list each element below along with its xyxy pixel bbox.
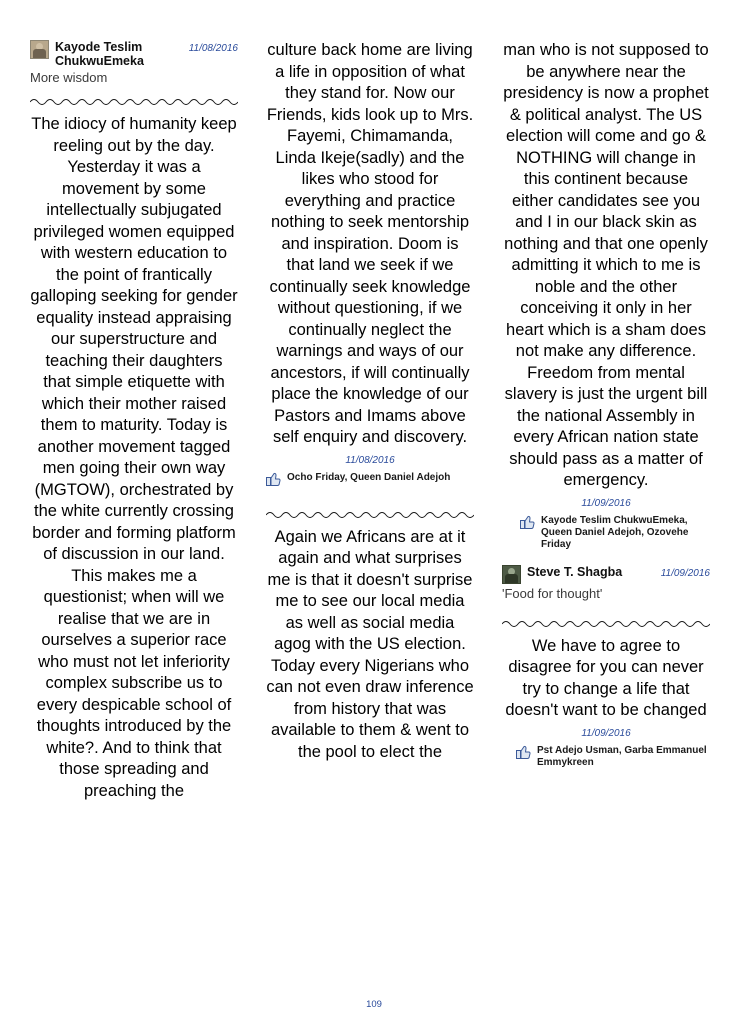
page-number: 109 xyxy=(366,999,382,1010)
thumbs-up-icon[interactable] xyxy=(266,472,281,487)
likes-names: Kayode Teslim ChukwuEmeka, Queen Daniel Adejoh, Ozovehe Friday xyxy=(541,514,689,550)
likes-row xyxy=(502,515,710,551)
post-subtitle: 'Food for thought' xyxy=(502,585,603,601)
post-footer-date: 11/09/2016 xyxy=(581,497,631,509)
author-name[interactable]: Kayode Teslim ChukwuEmeka xyxy=(55,40,144,68)
divider-squiggle xyxy=(30,96,238,108)
column-2 xyxy=(266,40,474,763)
columns-layout xyxy=(30,40,718,980)
post-body-text: Again we Africans are at it again and what surprises me is that it doesn't surprise me to see our local media as well as social media agog with the US election. Today every Nigerians who can not even draw inference from history that was available to them & went to the pool to elect the xyxy=(266,527,474,761)
post-subtitle: More wisdom xyxy=(30,70,108,85)
post-body-text: The idiocy of humanity keep reeling out by the day. Yesterday it was a movement by some intellectually subjugated privileged women equipped with western education to the point of frantically galloping seeking for gender equality instead appraising our superstructure and teaching their daughters that simple etiquette with which their mother raised them to maturity. Today is another movement tagged men going their own way (MGTOW), orchestrated by the white currently crossing border and forming platform of discussion in our land. This makes me a questionist; when will we realise that we are in ourselves a superior race who must not let inferiority complex subscribe us to every despicable school of thoughts introduced by the white?. And to think that those spreading and preaching the xyxy=(30,115,238,800)
thumbs-up-icon[interactable] xyxy=(516,745,531,760)
post-date: 11/09/2016 xyxy=(660,567,710,579)
post-body-continued: man who is not supposed to be anywhere near the presidency is now a prophet & political analyst. The US election will come and go & NOTHING will change in this continent because either candidates see you and I in our black skin as nothing and that one openly admitting it which to me is noble and the other conceiving it only in her heart which is a sham does not make any difference. Freedom from mental slavery is just the urgent bill the national Assembly in every African nation state should pass as a matter of emergency. xyxy=(503,41,709,489)
likes-row xyxy=(266,472,474,487)
post-body-continued: culture back home are living a life in opposition of what they stand for. Now our Friends, kids look up to Mrs. Fayemi, Chimamanda, Linda Ikeje(sadly) and the likes who stood for everything and practice nothing to seek mentorship and inspiration. Doom is that land we seek if we continually seek knowledge without questioning, if we continually neglect the warnings and ways of our ancestors, if will continually place the knowledge of our Pastors and Imams above self enquiry and discovery. xyxy=(266,41,474,446)
likes-row xyxy=(502,745,710,769)
post-body-text: We have to agree to disagree for you can never try to change a life that doesn't want to be changed xyxy=(505,636,707,719)
column-1 xyxy=(30,40,238,802)
post-footer-date: 11/08/2016 xyxy=(345,454,395,466)
post-date: 11/08/2016 xyxy=(188,43,238,54)
divider-squiggle xyxy=(502,618,710,630)
post-header xyxy=(30,40,238,68)
thumbs-up-icon[interactable] xyxy=(520,515,535,530)
avatar-icon xyxy=(30,40,49,59)
divider-squiggle xyxy=(266,509,474,521)
column-3 xyxy=(502,40,710,769)
avatar-icon xyxy=(502,565,521,584)
author-name[interactable]: Steve T. Shagba xyxy=(527,564,623,579)
post-header xyxy=(502,565,710,584)
post-footer-date: 11/09/2016 xyxy=(581,727,631,739)
likes-names: Pst Adejo Usman, Garba Emmanuel Emmykreen xyxy=(537,744,707,768)
likes-names: Ocho Friday, Queen Daniel Adejoh xyxy=(287,471,451,483)
